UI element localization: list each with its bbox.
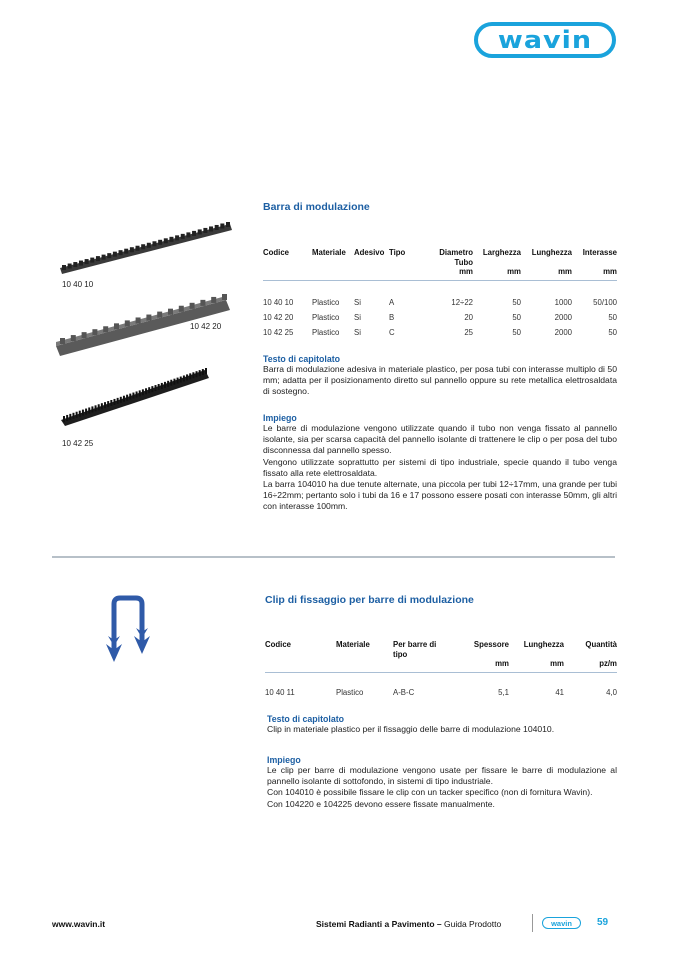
bar-tooth [198,229,202,234]
section-title-barra: Barra di modulazione [263,201,370,213]
bar-tooth [158,240,162,245]
bar-tooth [155,385,157,391]
product-image-104225 [55,360,255,430]
table-units-row [263,267,617,277]
table-units-row [265,659,617,669]
bar-tooth [181,234,185,239]
bar-tooth [186,374,188,380]
col-header-quantita: Quantità [585,640,617,649]
impiego-paragraph: Con 104010 è possibile fissare le clip con un tacker specifico (non di fornitura Wavin). [267,787,593,798]
cell-interasse: 50 [608,328,617,337]
table-row [263,295,617,310]
bar-tooth [173,379,175,385]
testo-capitolato-title: Testo di capitolato [263,354,341,364]
testo-capitolato-clip [267,714,617,735]
bar-tooth [142,389,144,395]
cell-lunghezza: 41 [555,688,564,697]
bar-tooth [177,378,179,384]
page-number: 59 [597,917,609,928]
image-label-104220: 10 42 20 [190,322,222,331]
bar-tooth [113,399,115,405]
modulation-bar-104225 [61,368,209,426]
bar-tooth [88,407,90,413]
cell-quantita: 4,0 [606,688,617,697]
bar-tooth [136,391,138,397]
unit-spessore: mm [495,659,509,668]
cell-materiale: Plastico [336,688,364,697]
bar-tooth [200,300,205,306]
bar-tooth [62,265,66,270]
cell-lunghezza: 2000 [554,328,572,337]
bar-tooth [110,400,112,406]
col-header-tipo: Tipo [389,248,406,257]
col-header-adesivo: Adesivo [354,248,385,257]
cell-per-barre: A-B-C [393,688,415,697]
modulation-bar-104010 [60,222,232,274]
bar-tooth [136,246,140,251]
unit-lunghezza: mm [550,659,564,668]
col-header-diametro-text: Diametro Tubo [439,248,473,267]
impiego-paragraph: La barra 104010 ha due tenute alternate, una piccola per tubi 12÷17mm, una grande per tubi 16÷22mm; pertanto solo i tubi da 16 e 17 possono essere posati con interasse 50mm, gli altri con interasse 100mm. [263,479,617,512]
bar-tooth [192,372,194,378]
bar-tooth [203,228,207,233]
cell-codice: 10 40 10 [263,298,294,307]
bar-tooth [91,406,93,412]
image-label-104225: 10 42 25 [62,439,94,448]
section-divider [52,556,615,558]
col-header-larghezza: Larghezza [482,248,521,257]
bar-tooth [82,410,84,416]
bar-tooth [104,402,106,408]
bar-tooth [119,250,123,255]
bar-tooth [95,405,97,411]
spec-table-barra [263,248,617,340]
bar-tooth [130,247,134,252]
bar-tooth [72,413,74,419]
impiego-clip [267,755,617,810]
unit-larghezza: mm [507,267,521,276]
testo-capitolato-title: Testo di capitolato [267,714,345,724]
unit-tipo [389,267,422,277]
table-row [263,310,617,325]
cell-larghezza: 50 [512,298,521,307]
cell-spessore: 5,1 [498,688,509,697]
unit-materiale [336,659,393,669]
unit-codice [263,267,312,277]
footer-separator [532,914,533,932]
cell-materiale: Plastico [312,313,340,322]
col-header-materiale: Materiale [336,640,370,649]
bar-tooth [60,338,65,344]
wavin-logo [474,22,616,58]
bar-tooth [147,243,151,248]
bar-tooth [114,323,119,329]
bar-tooth [158,384,160,390]
bar-tooth [220,223,224,228]
col-header-per-barre [393,640,455,659]
bar-tooth [126,395,128,401]
col-header-codice: Codice [263,248,289,257]
bar-tooth [71,335,76,341]
bar-tooth [211,297,216,303]
bar-tooth [175,235,179,240]
bar-tooth [90,258,94,263]
bar-tooth [199,370,201,376]
bar-tooth [102,255,106,260]
col-header-codice: Codice [265,640,291,649]
testo-capitolato-body: Barra di modulazione adesiva in materiale plastico, per posa tubi con interasse multiplo di 50 mm; adatta per il posizionamento diretto sul pannello oppure su rete metallica elettrosaldata di sostegno. [263,364,617,397]
cell-diametro: 25 [464,328,473,337]
bar-tooth [103,326,108,332]
bar-tooth [63,416,65,422]
bar-tooth [141,244,145,249]
col-header-diametro [422,248,473,267]
product-image-clip [100,592,160,664]
unit-materiale [312,267,354,277]
bar-tooth [151,386,153,392]
unit-quantita: pz/m [599,659,617,668]
bar-tooth [136,317,141,323]
cell-adesivo: Si [354,298,361,307]
cell-tipo: C [389,328,395,337]
col-header-materiale: Materiale [312,248,346,257]
bar-tooth [129,394,131,400]
bar-tooth [98,404,100,410]
table-header-row [263,248,617,267]
cell-lunghezza: 2000 [554,313,572,322]
bar-tooth [196,371,198,377]
bar-tooth [123,396,125,402]
bar-tooth [120,397,122,403]
bar-tooth [209,226,213,231]
cell-larghezza: 50 [512,313,521,322]
bar-tooth [125,320,130,326]
cell-diametro: 12÷22 [451,298,473,307]
bar-tooth [157,312,162,318]
bar-tooth [183,375,185,381]
bar-tooth [85,409,87,415]
cell-tipo: A [389,298,395,307]
cell-codice: 10 40 11 [265,688,295,697]
col-header-lunghezza: Lunghezza [531,248,572,257]
bar-tooth [107,401,109,407]
bar-tooth [186,232,190,237]
bar-tooth [79,411,81,417]
cell-codice: 10 42 25 [263,328,294,337]
bar-tooth [205,368,207,374]
bar-tooth [164,238,168,243]
bar-tooth [92,329,97,335]
bar-tooth [107,253,111,258]
bar-tooth [152,241,156,246]
bar-tooth [180,377,182,383]
product-image-104010 [50,210,250,280]
impiego-paragraph: Le barre di modulazione vengono utilizzate quando il tubo non venga fissato al pannello isolante, sia per scarsa capacità del pannello isolante di trattenere le clip o per posa del tubo disconnessa dal pannello spesso. [263,423,617,456]
unit-codice [265,659,336,669]
testo-capitolato-body: Clip in materiale plastico per il fissaggio delle barre di modulazione 104010. [267,724,555,734]
spec-table-clip [265,640,617,700]
bar-tooth [139,390,141,396]
footer-title [316,919,501,929]
cell-larghezza: 50 [512,328,521,337]
unit-diametro: mm [459,267,473,276]
logo-text: wavin [497,26,593,54]
bar-tooth [226,222,230,227]
bar-tooth [117,398,119,404]
cell-interasse: 50/100 [593,298,617,307]
bar-tooth [66,415,68,421]
footer-logo-text: wavin [551,918,572,928]
bar-tooth [79,261,83,266]
impiego-title: Impiego [263,413,297,423]
footer-url[interactable]: www.wavin.it [52,919,106,929]
bar-tooth [167,381,169,387]
col-header-lunghezza: Lunghezza [523,640,564,649]
bar-tooth [148,387,150,393]
bar-tooth [96,256,100,261]
unit-interasse: mm [603,267,617,276]
bar-tooth [146,315,151,321]
cell-diametro: 20 [464,313,473,322]
bar-tooth [169,237,173,242]
footer-title-regular: Guida Prodotto [441,919,502,929]
table-header-rule [265,672,617,674]
bar-tooth [124,249,128,254]
bar-tooth [68,264,72,269]
bar-tooth [164,382,166,388]
bar-tooth [189,373,191,379]
impiego-paragraph: Le clip per barre di modulazione vengono usate per fissare le barre di modulazione al pannello isolante di sottofondo, in sistemi di tipo industriale. [267,765,617,787]
cell-adesivo: Si [354,313,361,322]
bar-tooth [168,309,173,315]
bar-tooth [132,393,134,399]
table-row [265,685,617,700]
cell-materiale: Plastico [312,298,340,307]
bar-tooth [222,294,227,300]
table-header-rule [263,280,617,282]
bar-tooth [215,225,219,230]
bar-tooth [76,412,78,418]
testo-capitolato-barra [263,354,617,398]
table-header-row [265,640,617,659]
cell-interasse: 50 [608,313,617,322]
col-header-per-barre-text: Per barre di tipo [393,640,437,659]
bar-tooth [190,303,195,309]
bar-tooth [170,380,172,386]
col-header-spessore: Spessore [473,640,509,649]
impiego-barra [263,413,617,513]
cell-lunghezza: 1000 [554,298,572,307]
unit-lunghezza: mm [558,267,572,276]
bar-tooth [82,332,87,338]
unit-adesivo [354,267,389,277]
cell-codice: 10 42 20 [263,313,294,322]
section-title-clip: Clip di fissaggio per barre di modulazione [265,594,474,606]
impiego-paragraph: Vengono utilizzate soprattutto per sistemi di tipo industriale, specie quando il tubo venga fissato alla rete elettrosaldata. [263,456,617,478]
bar-tooth [69,414,71,420]
unit-per-barre [393,659,455,669]
bar-tooth [192,231,196,236]
impiego-paragraph: Con 104220 e 104225 devono essere fissate manualmente. [267,798,495,809]
cell-adesivo: Si [354,328,361,337]
bar-tooth [113,252,117,257]
footer-title-bold: Sistemi Radianti a Pavimento – [316,919,442,929]
bar-tooth [179,306,184,312]
bar-tooth [73,262,77,267]
col-header-interasse: Interasse [582,248,617,257]
image-label-104010: 10 40 10 [62,280,94,289]
cell-materiale: Plastico [312,328,340,337]
bar-tooth [202,369,204,375]
bar-tooth [145,388,147,394]
bar-tooth [161,383,163,389]
impiego-title: Impiego [267,755,301,765]
bar-tooth [85,259,89,264]
table-row [263,325,617,340]
cell-tipo: B [389,313,395,322]
bar-tooth [101,403,103,409]
footer-wavin-logo [542,917,581,929]
